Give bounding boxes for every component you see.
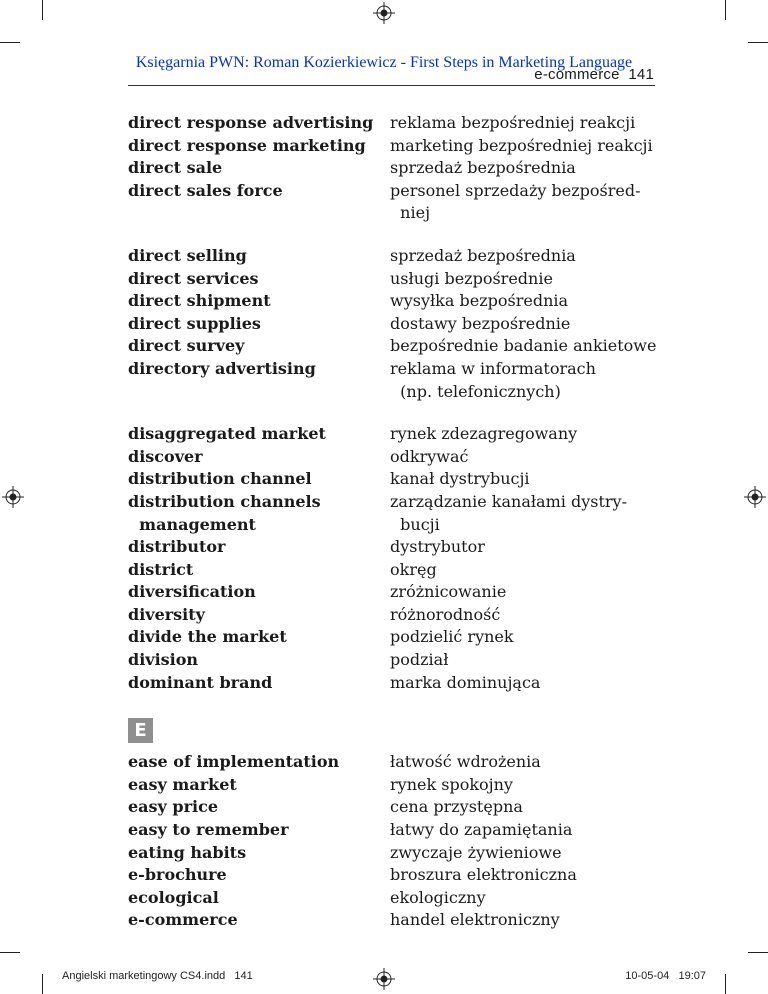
- dictionary-entry: [128, 268, 668, 291]
- entry-translation: wysyłka bezpośrednia: [390, 291, 569, 311]
- entry-term: direct survey: [128, 336, 245, 356]
- entry-translation: broszura elektroniczna: [390, 865, 577, 885]
- entry-translation: różnorodność: [390, 604, 501, 624]
- entry-term: ease of implementation: [128, 752, 340, 772]
- entry-translation: kanał dystrybucji: [390, 469, 530, 489]
- entry-group-2: [128, 245, 668, 403]
- dictionary-entry: [128, 423, 668, 446]
- entry-translation: zwyczaje żywieniowe: [390, 842, 562, 862]
- crop-mark: [0, 952, 20, 953]
- entry-translation: reklama bezpośredniej reakcji: [390, 113, 636, 132]
- entry-term: disaggregated market: [128, 424, 326, 444]
- entry-translation: okręg: [390, 559, 437, 579]
- entry-translation: dystrybutor: [390, 537, 485, 557]
- publisher-watermark: Księgarnia PWN: Roman Kozierkiewicz - First Steps in Marketing Language: [135, 54, 633, 71]
- entry-translation: usługi bezpośrednie: [390, 268, 553, 288]
- running-head: e-commerce 141: [534, 66, 654, 83]
- entry-term: direct shipment: [128, 291, 271, 311]
- dictionary-entry: [128, 796, 668, 819]
- crop-mark: [748, 952, 768, 953]
- entry-term: easy to remember: [128, 820, 289, 840]
- registration-mark-icon: [744, 486, 766, 508]
- footer-date: 10-05-04 19:07: [625, 970, 706, 982]
- entry-term: diversity: [128, 604, 205, 624]
- entry-translation: zróżnicowanie: [390, 582, 507, 602]
- entry-translation: rynek zdezagregowany: [390, 424, 578, 444]
- entry-group-1: [128, 112, 668, 225]
- group-spacer: [128, 403, 668, 423]
- entry-translation: dostawy bezpośrednie: [390, 313, 571, 333]
- dictionary-entry: [128, 157, 668, 180]
- entry-translation: podział: [390, 650, 449, 670]
- registration-mark-icon: [373, 2, 395, 24]
- dictionary-entry: [128, 491, 668, 536]
- entry-group-e: [128, 751, 668, 932]
- dictionary-entry: [128, 112, 668, 135]
- entry-translation: handel elektroniczny: [390, 910, 560, 930]
- entry-translation: cena przystępna: [390, 797, 523, 817]
- dictionary-entry: [128, 358, 668, 403]
- entry-term: diversification: [128, 582, 256, 602]
- entry-term: direct response advertising: [128, 113, 374, 132]
- entry-term: discover: [128, 446, 203, 466]
- registration-mark-icon: [2, 486, 24, 508]
- entry-term: ecological: [128, 887, 219, 907]
- dictionary-entry: [128, 468, 668, 491]
- entry-term: direct services: [128, 268, 259, 288]
- dictionary-entry: [128, 864, 668, 887]
- entry-group-3: [128, 423, 668, 694]
- dictionary-entry: [128, 649, 668, 672]
- entry-term: divide the market: [128, 627, 287, 647]
- dictionary-entry: [128, 626, 668, 649]
- entry-translation: sprzedaż bezpośrednia: [390, 158, 576, 178]
- entry-translation: marka dominująca: [390, 672, 541, 692]
- dictionary-entry: [128, 819, 668, 842]
- dictionary-entry: [128, 135, 668, 158]
- crop-mark: [42, 0, 43, 20]
- entry-translation: ekologiczny: [390, 887, 486, 907]
- dictionary-entry: [128, 909, 668, 932]
- entry-translation: odkrywać: [390, 446, 469, 466]
- dictionary-entry: [128, 180, 668, 225]
- crop-mark: [42, 974, 43, 994]
- dictionary-entry: [128, 536, 668, 559]
- group-spacer: [128, 225, 668, 245]
- entry-term: directory advertising: [128, 358, 316, 378]
- crop-mark: [0, 42, 20, 43]
- entry-term: easy market: [128, 774, 237, 794]
- crop-mark: [748, 42, 768, 43]
- entry-translation: zarządzanie kanałami dystry- bucji: [390, 491, 627, 534]
- crop-mark: [725, 0, 726, 20]
- entry-translation: marketing bezpośredniej reakcji: [390, 135, 653, 155]
- dictionary-entry: [128, 446, 668, 469]
- dictionary-entry: [128, 842, 668, 865]
- entry-translation: sprzedaż bezpośrednia: [390, 245, 576, 265]
- entry-translation: personel sprzedaży bezpośred- niej: [390, 180, 641, 223]
- dictionary-entry: [128, 335, 668, 358]
- dictionary-entry: [128, 245, 668, 268]
- entry-term: e-brochure: [128, 865, 227, 885]
- entry-translation: podzielić rynek: [390, 627, 514, 647]
- dictionary-entry: [128, 774, 668, 797]
- dictionary-entry: [128, 751, 668, 774]
- dictionary-entry: [128, 887, 668, 910]
- entry-translation: bezpośrednie badanie ankietowe: [390, 336, 657, 356]
- entry-term: dominant brand: [128, 672, 273, 692]
- entry-term: direct sales force: [128, 180, 283, 200]
- dictionary-entry: [128, 313, 668, 336]
- dictionary-entries: [128, 112, 668, 932]
- dictionary-entry: [128, 290, 668, 313]
- dictionary-entry: [128, 672, 668, 695]
- registration-mark-icon: [373, 968, 395, 990]
- section-spacer: [128, 694, 668, 718]
- entry-term: distribution channel: [128, 469, 312, 489]
- entry-term: direct response marketing: [128, 135, 366, 155]
- section-letter-badge: E: [128, 718, 153, 743]
- entry-term: district: [128, 559, 194, 579]
- entry-term: direct selling: [128, 245, 247, 265]
- footer-file-info: Angielski marketingowy CS4.indd 141: [62, 970, 253, 982]
- entry-term: eating habits: [128, 842, 247, 862]
- header-rule: [128, 85, 655, 86]
- entry-translation: łatwy do zapamiętania: [390, 820, 573, 840]
- entry-translation: łatwość wdrożenia: [390, 752, 541, 772]
- entry-term: direct sale: [128, 158, 223, 178]
- entry-translation: rynek spokojny: [390, 774, 513, 794]
- entry-term: distribution channels management: [128, 491, 321, 534]
- dictionary-entry: [128, 581, 668, 604]
- entry-term: distributor: [128, 537, 226, 557]
- crop-mark: [725, 974, 726, 994]
- entry-translation: reklama w informatorach (np. telefonicznych): [390, 358, 596, 401]
- dictionary-entry: [128, 559, 668, 582]
- entry-term: division: [128, 650, 199, 670]
- dictionary-entry: [128, 604, 668, 627]
- entry-term: easy price: [128, 797, 219, 817]
- entry-term: e-commerce: [128, 910, 238, 930]
- entry-term: direct supplies: [128, 313, 261, 333]
